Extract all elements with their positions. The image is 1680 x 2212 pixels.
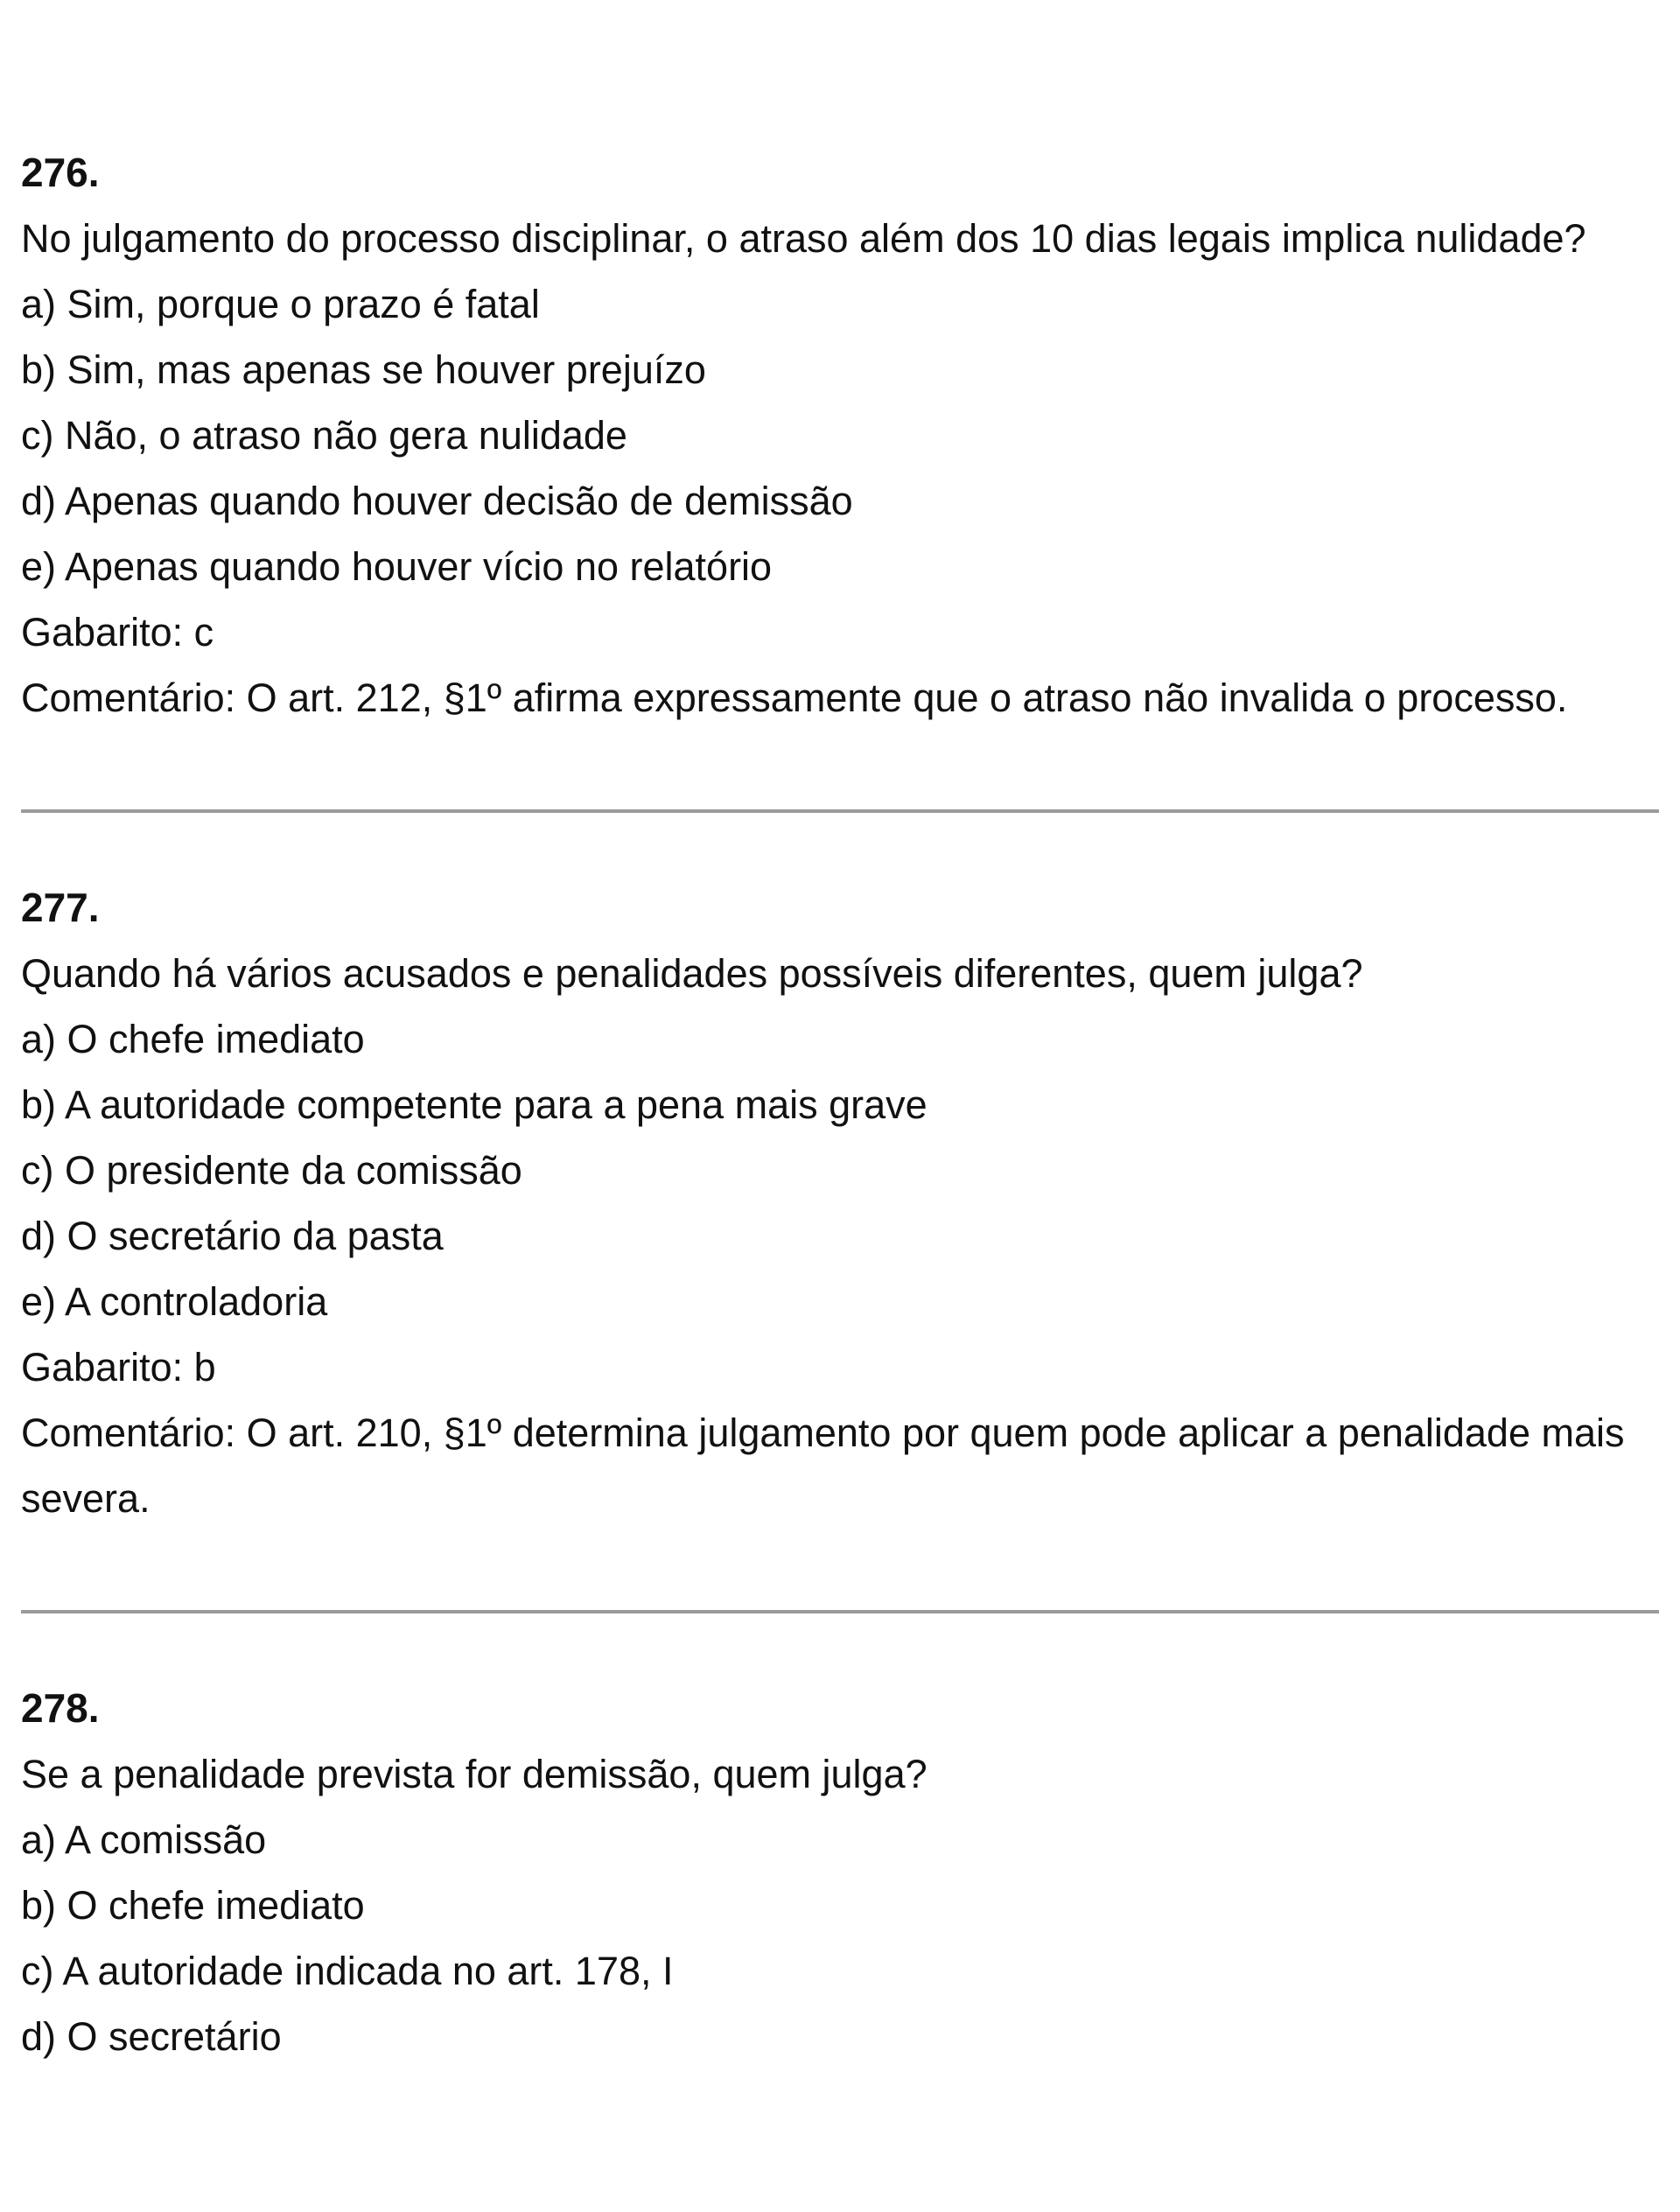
comment: Comentário: O art. 210, §1º determina julgamento por quem pode aplicar a penalidade mais severa. [21,1410,1625,1521]
option-a: a) Sim, porque o prazo é fatal [21,282,540,326]
question-number: 278. [21,1685,100,1731]
option-e: e) A controladoria [21,1279,328,1324]
option-d: d) O secretário da pasta [21,1214,444,1258]
question-277 [21,875,1659,1531]
question-number: 276. [21,150,100,195]
option-d: d) Apenas quando houver decisão de demissão [21,479,853,523]
question-276 [21,140,1659,731]
question-278 [21,1676,1659,2069]
option-a: a) A comissão [21,1817,267,1862]
question-number: 277. [21,885,100,930]
option-b: b) O chefe imediato [21,1883,365,1928]
option-c: c) A autoridade indicada no art. 178, I [21,1949,674,1993]
option-c: c) O presidente da comissão [21,1148,522,1193]
question-prompt: Quando há vários acusados e penalidades possíveis diferentes, quem julga? [21,951,1363,996]
option-a: a) O chefe imediato [21,1017,365,1061]
answer-key: Gabarito: c [21,610,214,654]
option-e: e) Apenas quando houver vício no relatório [21,544,773,589]
answer-key: Gabarito: b [21,1345,216,1390]
question-prompt: No julgamento do processo disciplinar, o atraso além dos 10 dias legais implica nulidade? [21,216,1586,261]
option-c: c) Não, o atraso não gera nulidade [21,413,627,458]
option-b: b) A autoridade competente para a pena mais grave [21,1082,928,1127]
option-d: d) O secretário [21,2014,282,2059]
option-b: b) Sim, mas apenas se houver prejuízo [21,347,706,392]
question-prompt: Se a penalidade prevista for demissão, quem julga? [21,1752,928,1796]
comment: Comentário: O art. 212, §1º afirma expressamente que o atraso não invalida o processo. [21,676,1568,720]
document-page [21,140,1659,2069]
